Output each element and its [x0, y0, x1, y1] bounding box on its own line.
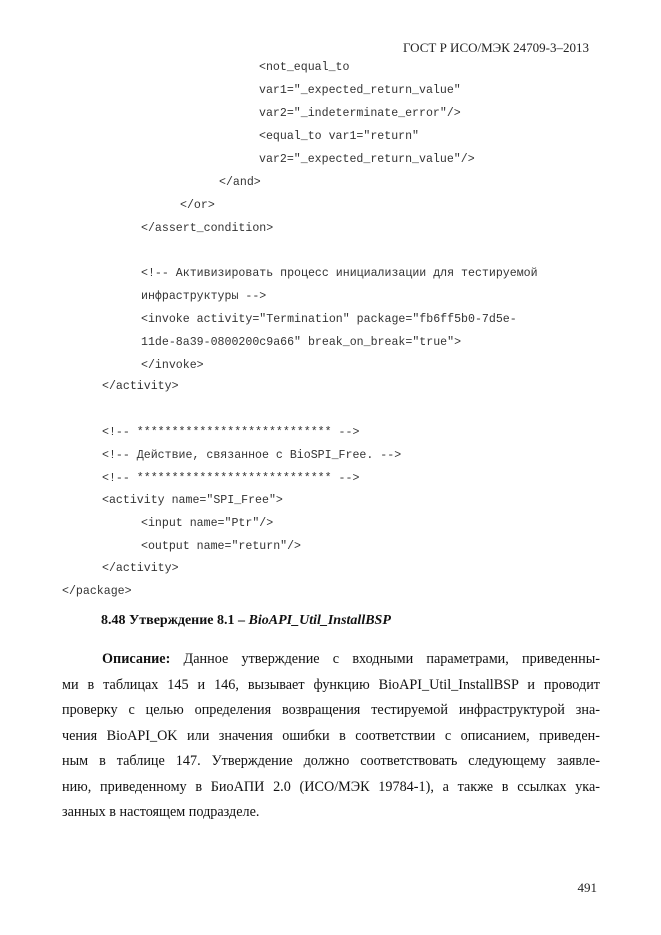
code-line: <not_equal_to [259, 61, 350, 74]
paragraph-line: нию, приведенному в БиоАПИ 2.0 (ИСО/МЭК 19784-1), а также в ссылках ука- [62, 778, 600, 795]
section-name: BioAPI_Util_InstallBSP [248, 613, 391, 628]
code-line: </or> [180, 199, 215, 212]
code-comment-line: <!-- Действие, связанное с BioSPI_Free. --> [102, 449, 402, 462]
code-line: <input name="Ptr"/> [141, 517, 274, 530]
paragraph-line: чения BioAPI_OK или значения ошибки в соответствии с описанием, приведен- [62, 727, 600, 744]
code-line: </activity> [102, 380, 179, 393]
paragraph-line: ным в таблице 147. Утверждение должно соответствовать следующему заявле- [62, 753, 600, 769]
code-comment-line: <!-- Активизировать процесс инициализации для тестируемой [141, 267, 538, 280]
section-number: 8.48 Утверждение 8.1 – [101, 613, 249, 628]
code-line: <equal_to var1="return" [259, 130, 420, 143]
code-line: <output name="return"/> [141, 540, 302, 553]
code-line: </invoke> [141, 359, 204, 372]
paragraph-line [62, 647, 600, 673]
document-header: ГОСТ Р ИСО/МЭК 24709-3–2013 [402, 40, 589, 55]
paragraph-line: ми в таблицах 145 и 146, вызывает функцию BioAPI_Util_InstallBSP и проводит [62, 676, 600, 693]
code-line: </and> [219, 176, 261, 189]
paragraph-line: занных в настоящем подразделе. [62, 804, 260, 820]
description-label: Описание: [102, 651, 171, 667]
code-line: </package> [62, 585, 132, 598]
paragraph-text: Данное утверждение с входными параметрами, приведенны- [170, 651, 600, 667]
code-line: </assert_condition> [141, 222, 274, 235]
code-line: var2="_expected_return_value"/> [259, 153, 475, 166]
code-comment-line: <!-- **************************** --> [102, 472, 360, 485]
code-line: <activity name="SPI_Free"> [102, 494, 283, 507]
code-line: <invoke activity="Termination" package="fb6ff5b0-7d5e- [141, 313, 517, 326]
page-number: 491 [577, 880, 597, 895]
code-line: var1="_expected_return_value" [259, 84, 461, 97]
section-heading [101, 613, 391, 629]
paragraph-line: проверку с целью определения возвращения тестируемой инфраструктурой зна- [62, 702, 600, 718]
code-line: </activity> [102, 562, 179, 575]
code-comment-line: <!-- **************************** --> [102, 426, 360, 439]
code-line: 11de-8a39-0800200c9a66" break_on_break="true"> [141, 336, 462, 349]
code-comment-line: инфраструктуры --> [141, 290, 267, 303]
code-line: var2="_indeterminate_error"/> [259, 107, 461, 120]
description-paragraph [62, 647, 600, 826]
